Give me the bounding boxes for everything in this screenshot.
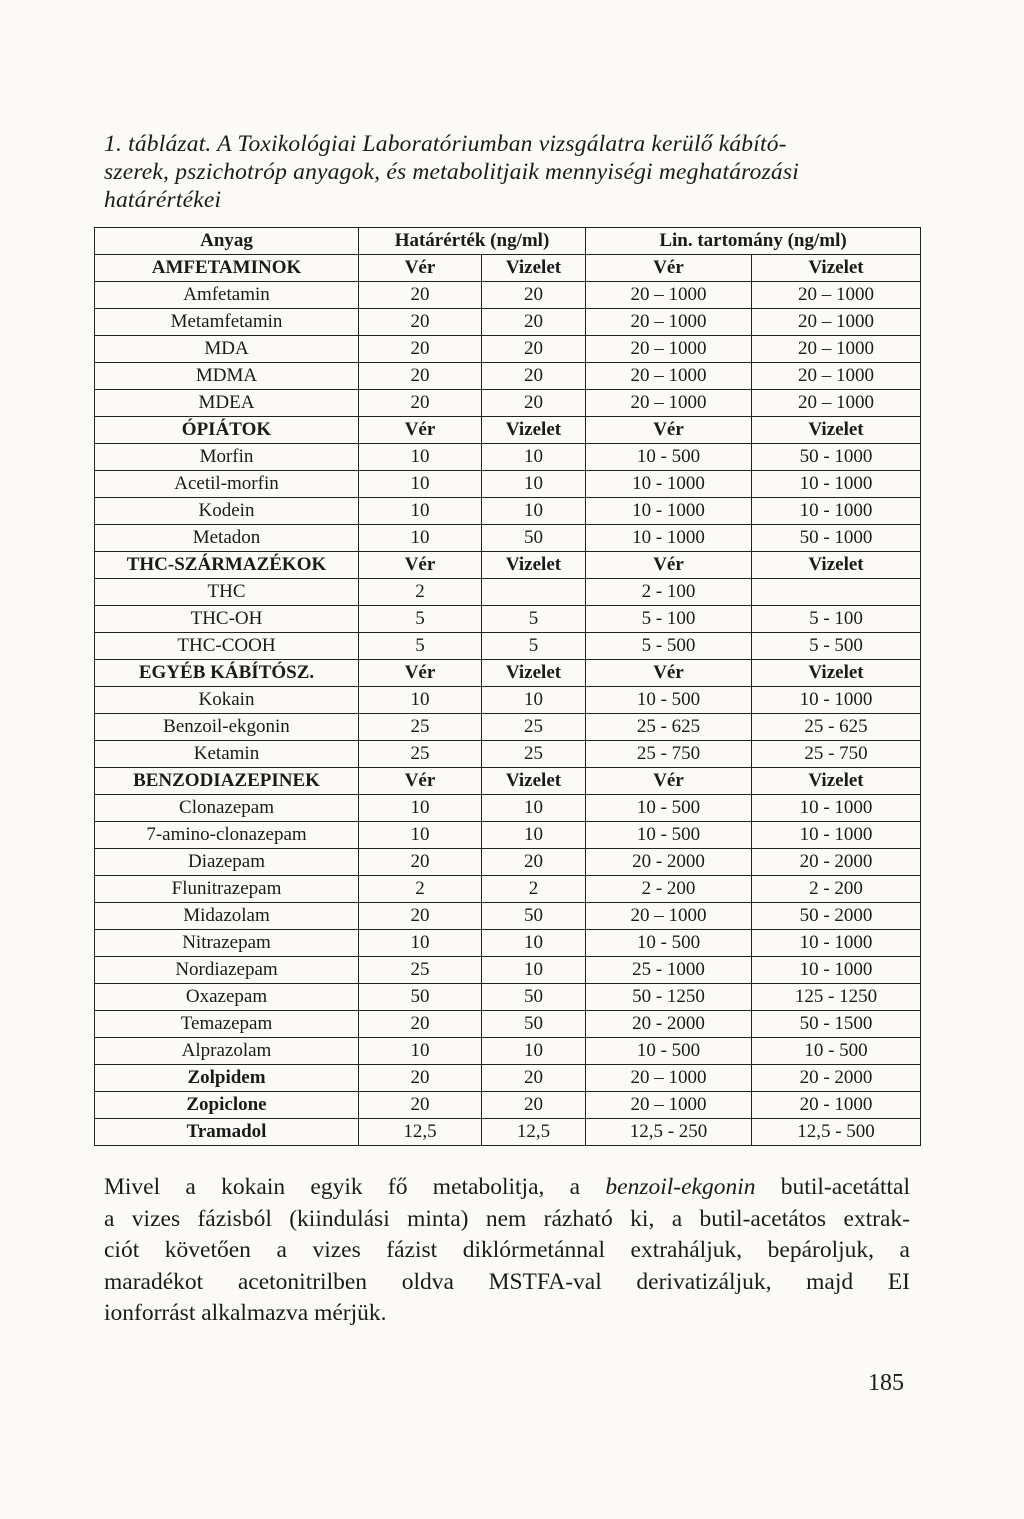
range-urine: 50 - 1500	[752, 1011, 921, 1038]
table-row	[95, 498, 921, 525]
limit-urine: 20	[482, 282, 586, 309]
range-urine: 12,5 - 500	[752, 1119, 921, 1146]
limit-urine: 50	[482, 903, 586, 930]
range-blood: 20 – 1000	[586, 282, 752, 309]
limit-blood: 20	[359, 1092, 482, 1119]
limit-blood: 20	[359, 903, 482, 930]
paragraph-line: a vizes fázisból (kiindulási minta) nem rázható ki, a butil-acetátos extrak-	[104, 1205, 910, 1232]
substance-name: Morfin	[95, 444, 359, 471]
paragraph-line: maradékot acetonitrilben oldva MSTFA-val derivatizáljuk, majd EI	[104, 1268, 910, 1295]
range-blood: 10 - 500	[586, 822, 752, 849]
limit-urine: 5	[482, 633, 586, 660]
limit-urine: 20	[482, 336, 586, 363]
substance-name: THC	[95, 579, 359, 606]
range-blood: 50 - 1250	[586, 984, 752, 1011]
substance-name: Kodein	[95, 498, 359, 525]
table-row	[95, 822, 921, 849]
limit-urine: 10	[482, 795, 586, 822]
limit-urine: 20	[482, 1092, 586, 1119]
substance-name: Alprazolam	[95, 1038, 359, 1065]
limit-urine: 20	[482, 849, 586, 876]
limit-urine: 10	[482, 498, 586, 525]
group-col-label: Vér	[359, 768, 482, 795]
substance-name: THC-COOH	[95, 633, 359, 660]
limit-urine: 20	[482, 390, 586, 417]
range-urine: 5 - 100	[752, 606, 921, 633]
range-blood: 25 - 1000	[586, 957, 752, 984]
range-urine: 20 – 1000	[752, 363, 921, 390]
substance-name: Oxazepam	[95, 984, 359, 1011]
range-urine: 25 - 625	[752, 714, 921, 741]
range-blood: 10 - 500	[586, 930, 752, 957]
limit-urine: 10	[482, 930, 586, 957]
table-row	[95, 1065, 921, 1092]
table-caption	[104, 130, 924, 214]
range-blood: 2 - 100	[586, 579, 752, 606]
header-hatarertek: Határérték (ng/ml)	[359, 228, 586, 255]
table-row	[95, 1119, 921, 1146]
limit-blood: 25	[359, 741, 482, 768]
paragraph-line: ciót követően a vizes fázist diklórmetánnal extraháljuk, bepároljuk, a	[104, 1237, 910, 1263]
range-blood: 10 - 500	[586, 444, 752, 471]
limit-blood: 20	[359, 390, 482, 417]
range-urine: 10 - 1000	[752, 471, 921, 498]
range-blood: 20 – 1000	[586, 1065, 752, 1092]
group-col-label: Vér	[359, 660, 482, 687]
substance-name: Zopiclone	[95, 1092, 359, 1119]
table-row	[95, 849, 921, 876]
substance-name: Benzoil-ekgonin	[95, 714, 359, 741]
limit-blood: 20	[359, 1011, 482, 1038]
substance-name: Nitrazepam	[95, 930, 359, 957]
limit-urine: 10	[482, 687, 586, 714]
limit-urine: 25	[482, 741, 586, 768]
substance-name: Acetil-morfin	[95, 471, 359, 498]
table-row	[95, 687, 921, 714]
limit-blood: 10	[359, 930, 482, 957]
group-col-label: Vér	[359, 552, 482, 579]
table-row	[95, 930, 921, 957]
limit-urine: 12,5	[482, 1119, 586, 1146]
substance-name: Midazolam	[95, 903, 359, 930]
range-blood: 5 - 500	[586, 633, 752, 660]
table-row	[95, 390, 921, 417]
range-urine	[752, 579, 921, 606]
group-col-label: Vizelet	[482, 417, 586, 444]
table-header-row	[95, 228, 921, 255]
range-urine: 20 – 1000	[752, 309, 921, 336]
range-blood: 20 – 1000	[586, 309, 752, 336]
range-urine: 20 – 1000	[752, 390, 921, 417]
range-blood: 20 – 1000	[586, 903, 752, 930]
paragraph-text: butil-acetáttal	[755, 1174, 910, 1200]
range-blood: 10 - 1000	[586, 498, 752, 525]
substance-name: MDA	[95, 336, 359, 363]
group-col-label: Vizelet	[752, 417, 921, 444]
caption-line: 1. táblázat. A Toxikológiai Laboratóriumban vizsgálatra kerülő kábító-	[104, 131, 787, 157]
group-col-label: Vizelet	[482, 255, 586, 282]
range-blood: 2 - 200	[586, 876, 752, 903]
substance-name: Kokain	[95, 687, 359, 714]
table-row	[95, 363, 921, 390]
limit-urine: 50	[482, 1011, 586, 1038]
range-blood: 10 - 1000	[586, 525, 752, 552]
paragraph-emphasis: benzoil-ekgonin	[605, 1174, 756, 1200]
range-urine: 20 - 1000	[752, 1092, 921, 1119]
limit-blood: 20	[359, 1065, 482, 1092]
group-title: THC-SZÁRMAZÉKOK	[95, 552, 359, 579]
paragraph-text: Mivel a kokain egyik fő metabolitja, a	[104, 1174, 606, 1200]
range-urine: 20 - 2000	[752, 1065, 921, 1092]
limit-urine: 10	[482, 1038, 586, 1065]
limit-blood: 5	[359, 633, 482, 660]
paragraph-line	[104, 1172, 910, 1204]
table-row	[95, 957, 921, 984]
table-row	[95, 471, 921, 498]
limit-blood: 20	[359, 282, 482, 309]
limit-blood: 5	[359, 606, 482, 633]
group-title: AMFETAMINOK	[95, 255, 359, 282]
substance-name: Metamfetamin	[95, 309, 359, 336]
range-urine: 20 – 1000	[752, 282, 921, 309]
limit-blood: 2	[359, 876, 482, 903]
limit-urine: 10	[482, 444, 586, 471]
group-header-row	[95, 552, 921, 579]
table-row	[95, 741, 921, 768]
header-lin-tartomany: Lin. tartomány (ng/ml)	[586, 228, 921, 255]
table-row	[95, 633, 921, 660]
limit-blood: 20	[359, 336, 482, 363]
limit-urine: 20	[482, 363, 586, 390]
range-blood: 25 - 750	[586, 741, 752, 768]
range-urine: 50 - 1000	[752, 525, 921, 552]
range-blood: 20 - 2000	[586, 849, 752, 876]
range-blood: 20 – 1000	[586, 363, 752, 390]
range-urine: 2 - 200	[752, 876, 921, 903]
group-title: ÓPIÁTOK	[95, 417, 359, 444]
page-number: 185	[868, 1370, 904, 1396]
group-header-row	[95, 768, 921, 795]
substance-name: Ketamin	[95, 741, 359, 768]
limit-urine: 20	[482, 309, 586, 336]
limit-blood: 10	[359, 525, 482, 552]
range-blood: 10 - 500	[586, 1038, 752, 1065]
group-col-label: Vizelet	[752, 768, 921, 795]
caption-line: szerek, pszichotróp anyagok, és metabolitjaik mennyiségi meghatározási	[104, 159, 799, 185]
table-row	[95, 714, 921, 741]
header-anyag: Anyag	[95, 228, 359, 255]
limit-blood: 10	[359, 471, 482, 498]
group-header-row	[95, 255, 921, 282]
range-urine: 10 - 1000	[752, 930, 921, 957]
substance-name: Flunitrazepam	[95, 876, 359, 903]
range-urine: 10 - 500	[752, 1038, 921, 1065]
range-blood: 10 - 1000	[586, 471, 752, 498]
table-row	[95, 309, 921, 336]
table-row	[95, 579, 921, 606]
range-urine: 5 - 500	[752, 633, 921, 660]
group-col-label: Vér	[359, 255, 482, 282]
limit-blood: 10	[359, 498, 482, 525]
limit-urine: 5	[482, 606, 586, 633]
range-blood: 20 - 2000	[586, 1011, 752, 1038]
table-row	[95, 876, 921, 903]
range-urine: 10 - 1000	[752, 822, 921, 849]
range-blood: 10 - 500	[586, 795, 752, 822]
limit-urine: 50	[482, 984, 586, 1011]
group-title: BENZODIAZEPINEK	[95, 768, 359, 795]
range-blood: 20 – 1000	[586, 336, 752, 363]
range-blood: 10 - 500	[586, 687, 752, 714]
table-row	[95, 282, 921, 309]
substance-name: MDMA	[95, 363, 359, 390]
toxicology-table	[94, 227, 921, 1146]
limit-blood: 2	[359, 579, 482, 606]
limit-blood: 10	[359, 444, 482, 471]
range-urine: 50 - 2000	[752, 903, 921, 930]
limit-urine: 10	[482, 822, 586, 849]
table-row	[95, 1011, 921, 1038]
substance-name: Zolpidem	[95, 1065, 359, 1092]
range-urine: 50 - 1000	[752, 444, 921, 471]
table-row	[95, 984, 921, 1011]
paragraph-line: ionforrást alkalmazva mérjük.	[104, 1300, 387, 1326]
group-header-row	[95, 417, 921, 444]
limit-blood: 12,5	[359, 1119, 482, 1146]
group-col-label: Vér	[586, 660, 752, 687]
group-col-label: Vér	[586, 552, 752, 579]
group-title: EGYÉB KÁBÍTÓSZ.	[95, 660, 359, 687]
table-row	[95, 444, 921, 471]
limit-urine: 20	[482, 1065, 586, 1092]
caption-line: határértékei	[104, 187, 222, 213]
substance-name: THC-OH	[95, 606, 359, 633]
limit-blood: 20	[359, 849, 482, 876]
substance-name: Clonazepam	[95, 795, 359, 822]
table-row	[95, 795, 921, 822]
group-col-label: Vizelet	[752, 660, 921, 687]
group-col-label: Vizelet	[482, 552, 586, 579]
range-urine: 10 - 1000	[752, 498, 921, 525]
limit-blood: 20	[359, 309, 482, 336]
substance-name: Metadon	[95, 525, 359, 552]
group-col-label: Vizelet	[482, 768, 586, 795]
limit-blood: 10	[359, 795, 482, 822]
range-blood: 25 - 625	[586, 714, 752, 741]
range-urine: 125 - 1250	[752, 984, 921, 1011]
group-col-label: Vizelet	[482, 660, 586, 687]
limit-urine: 50	[482, 525, 586, 552]
substance-name: Diazepam	[95, 849, 359, 876]
substance-name: MDEA	[95, 390, 359, 417]
substance-name: Amfetamin	[95, 282, 359, 309]
limit-urine: 2	[482, 876, 586, 903]
limit-urine: 25	[482, 714, 586, 741]
limit-blood: 10	[359, 1038, 482, 1065]
range-urine: 20 - 2000	[752, 849, 921, 876]
group-col-label: Vizelet	[752, 255, 921, 282]
limit-blood: 10	[359, 822, 482, 849]
substance-name: 7-amino-clonazepam	[95, 822, 359, 849]
substance-name: Tramadol	[95, 1119, 359, 1146]
range-blood: 20 – 1000	[586, 1092, 752, 1119]
limit-blood: 25	[359, 957, 482, 984]
table-row	[95, 1092, 921, 1119]
substance-name: Temazepam	[95, 1011, 359, 1038]
group-col-label: Vizelet	[752, 552, 921, 579]
group-col-label: Vér	[586, 255, 752, 282]
limit-blood: 50	[359, 984, 482, 1011]
table-row	[95, 903, 921, 930]
table-row	[95, 606, 921, 633]
table-row	[95, 1038, 921, 1065]
group-header-row	[95, 660, 921, 687]
range-blood: 5 - 100	[586, 606, 752, 633]
range-blood: 12,5 - 250	[586, 1119, 752, 1146]
table-row	[95, 525, 921, 552]
limit-urine: 10	[482, 957, 586, 984]
body-paragraph	[104, 1172, 910, 1330]
range-urine: 10 - 1000	[752, 957, 921, 984]
substance-name: Nordiazepam	[95, 957, 359, 984]
limit-blood: 25	[359, 714, 482, 741]
group-col-label: Vér	[586, 768, 752, 795]
range-blood: 20 – 1000	[586, 390, 752, 417]
group-col-label: Vér	[359, 417, 482, 444]
range-urine: 25 - 750	[752, 741, 921, 768]
limit-blood: 10	[359, 687, 482, 714]
range-urine: 10 - 1000	[752, 687, 921, 714]
limit-blood: 20	[359, 363, 482, 390]
limit-urine	[482, 579, 586, 606]
range-urine: 20 – 1000	[752, 336, 921, 363]
table-row	[95, 336, 921, 363]
limit-urine: 10	[482, 471, 586, 498]
range-urine: 10 - 1000	[752, 795, 921, 822]
group-col-label: Vér	[586, 417, 752, 444]
